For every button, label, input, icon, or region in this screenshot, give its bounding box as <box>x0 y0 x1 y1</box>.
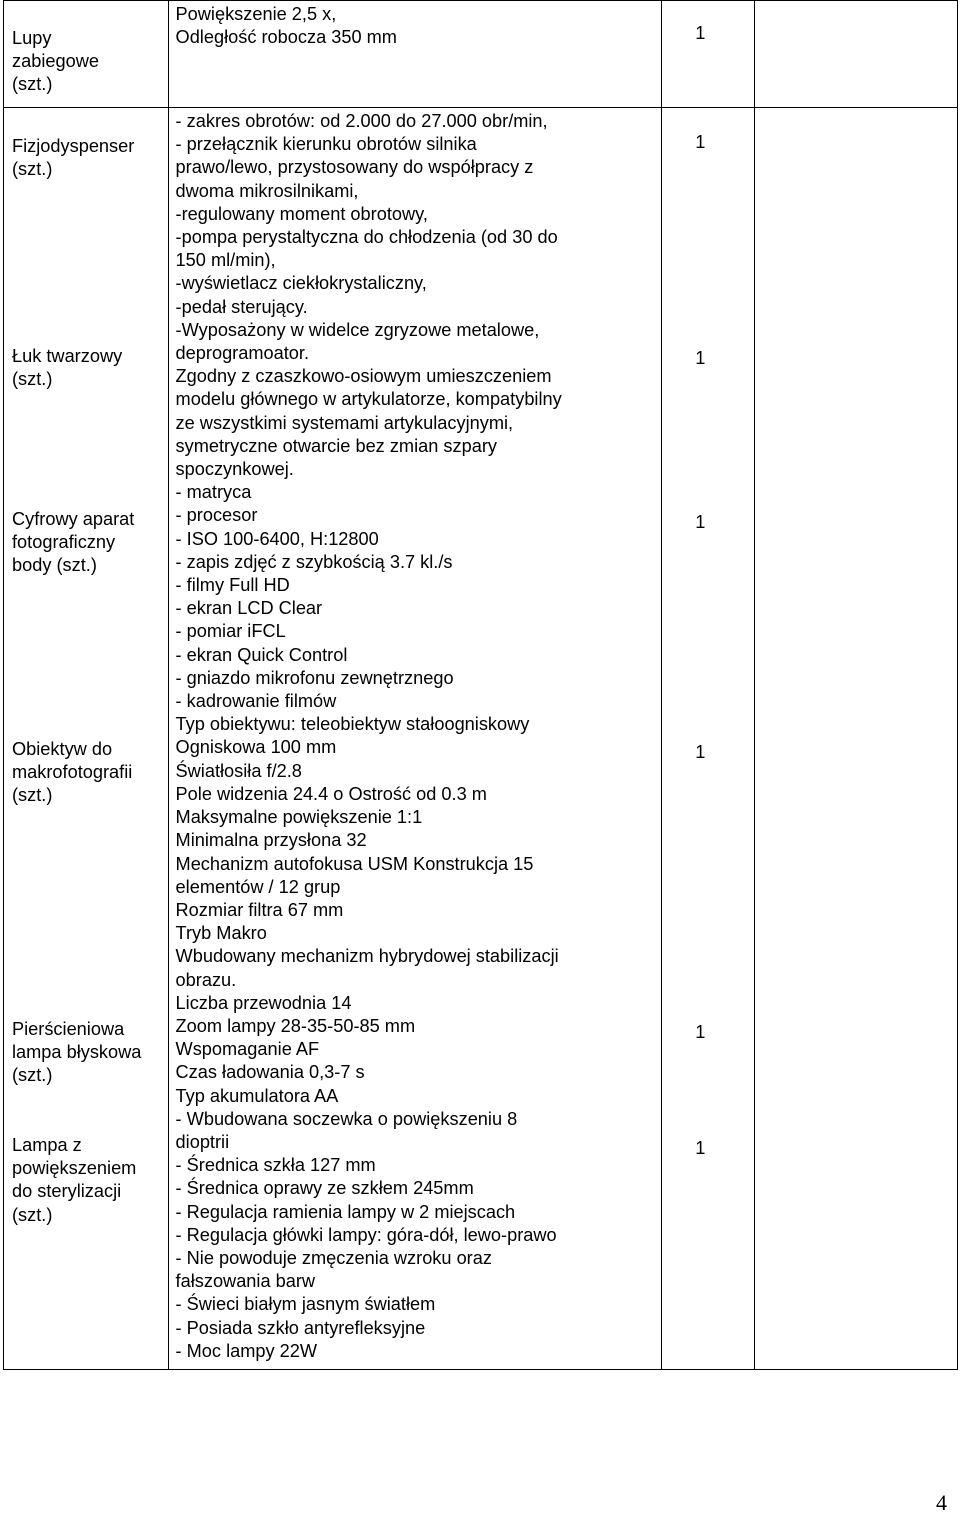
description-line: - Średnica szkła 127 mm <box>175 1155 376 1176</box>
description-line: - Nie powoduje zmęczenia wzroku oraz <box>175 1247 492 1268</box>
description-line: - zapis zdjęć z szybkością 3.7 kl./s <box>175 551 453 572</box>
description-line: - Świeci białym jasnym światłem <box>175 1294 436 1315</box>
description-line: prawo/lewo, przystosowany do współpracy z <box>175 157 534 178</box>
description-line: - przełącznik kierunku obrotów silnika <box>175 134 477 155</box>
description-line: - kadrowanie filmów <box>175 691 337 712</box>
item-name-line: (szt.) <box>12 1065 53 1086</box>
description-line: - filmy Full HD <box>175 575 290 596</box>
item-name-line: Fizjodyspenser <box>12 136 135 156</box>
description-line: Wbudowany mechanizm hybrydowej stabilizacji <box>175 946 559 967</box>
description-line: - Posiada szkło antyrefleksyjne <box>175 1317 426 1338</box>
description-line: dwoma mikrosilnikami, <box>175 180 359 201</box>
item-quantity-cell <box>662 1 755 108</box>
item-description-cell <box>168 1 662 108</box>
description-line: -pedał sterujący. <box>175 296 308 317</box>
description-line: - matryca <box>175 482 252 503</box>
table-row <box>4 1 958 108</box>
item-name-line: (szt.) <box>12 369 53 390</box>
item-name-line: fotograficzny <box>12 532 116 553</box>
description-line: ze wszystkimi systemami artykulacyjnymi, <box>175 412 514 433</box>
description-line: - Regulacja ramienia lampy w 2 miejscach <box>175 1201 516 1222</box>
description-line: dioptrii <box>175 1131 230 1152</box>
description-line: - gniazdo mikrofonu zewnętrznego <box>175 667 454 688</box>
item-name-line: (szt.) <box>12 785 53 806</box>
description-line: - ISO 100-6400, H:12800 <box>175 528 379 549</box>
table-row <box>4 108 958 1370</box>
description-line: Zoom lampy 28-35-50-85 mm <box>175 1015 416 1036</box>
description-line: - pomiar iFCL <box>175 621 286 642</box>
description-line: - ekran Quick Control <box>175 644 348 665</box>
description-line: Wspomaganie AF <box>175 1039 320 1060</box>
description-line: Pole widzenia 24.4 o Ostrość od 0.3 m <box>175 783 487 804</box>
item-quantity: 1 <box>695 23 706 43</box>
empty-cell <box>755 1 958 108</box>
description-line: Światłosiła f/2.8 <box>175 760 302 781</box>
item-name-line: Łuk twarzowy <box>12 346 123 366</box>
description-line: - zakres obrotów: od 2.000 do 27.000 obr/min, <box>175 111 548 131</box>
description-line: -regulowany moment obrotowy, <box>175 203 428 224</box>
item-name-line: powiększeniem <box>12 1158 137 1179</box>
item-name-line: makrofotografii <box>12 762 133 783</box>
item-name-cell <box>4 1 169 108</box>
description-line: Czas ładowania 0,3-7 s <box>175 1062 365 1083</box>
item-name-line: (szt.) <box>12 74 53 95</box>
item-label-cyfrowy-aparat <box>12 508 134 578</box>
description-line: - Wbudowana soczewka o powiększeniu 8 <box>175 1108 518 1129</box>
item-name-line: Pierścieniowa <box>12 1019 125 1039</box>
description-line: - procesor <box>175 505 258 526</box>
item-quantity: 1 <box>695 742 706 762</box>
item-quantity: 1 <box>695 1022 706 1042</box>
description-line: obrazu. <box>175 969 237 990</box>
description-line: Maksymalne powiększenie 1:1 <box>175 807 423 828</box>
item-label-luk-twarzowy <box>12 345 122 391</box>
item-label-lampa-blyskowa <box>12 1018 141 1088</box>
description-line: Minimalna przysłona 32 <box>175 830 367 851</box>
description-line: 150 ml/min), <box>175 250 276 271</box>
empty-cell <box>755 108 958 1370</box>
description-line: Powiększenie 2,5 x, <box>175 4 337 24</box>
item-label-lampa-z-powiekszeniem <box>12 1134 136 1227</box>
item-quantity: 1 <box>695 348 706 368</box>
item-name-line: Lampa z <box>12 1135 82 1155</box>
description-line: Rozmiar filtra 67 mm <box>175 899 344 920</box>
description-line: - Regulacja główki lampy: góra-dół, lewo-prawo <box>175 1224 557 1245</box>
item-quantity: 1 <box>695 512 706 532</box>
item-name-line: Cyfrowy aparat <box>12 509 135 529</box>
item-name-line: zabiegowe <box>12 51 99 72</box>
item-name-line: (szt.) <box>12 159 53 180</box>
item-label-fizjodyspenser <box>12 135 134 181</box>
description-line: Typ akumulatora AA <box>175 1085 339 1106</box>
description-line: - Średnica oprawy ze szkłem 245mm <box>175 1178 474 1199</box>
description-line: symetryczne otwarcie bez zmian szpary <box>175 435 497 456</box>
description-line: Liczba przewodnia 14 <box>175 992 352 1013</box>
item-name-line: body (szt.) <box>12 555 97 576</box>
description-line: - ekran LCD Clear <box>175 598 323 619</box>
item-quantity: 1 <box>695 132 706 152</box>
item-name-line: Lupy <box>12 28 52 48</box>
description-line: fałszowania barw <box>175 1271 316 1292</box>
description-line: elementów / 12 grup <box>175 876 341 897</box>
item-name-line: Obiektyw do <box>12 739 113 759</box>
description-line: -wyświetlacz ciekłokrystaliczny, <box>175 273 427 294</box>
item-name-line: (szt.) <box>12 1204 53 1225</box>
description-line: spoczynkowej. <box>175 459 294 480</box>
item-description-cell <box>168 108 662 1370</box>
item-name-line: lampa błyskowa <box>12 1042 142 1063</box>
description-line: Mechanizm autofokusa USM Konstrukcja 15 <box>175 853 534 874</box>
item-name-line: do sterylizacji <box>12 1181 122 1202</box>
description-line: Tryb Makro <box>175 923 267 944</box>
description-line: Odległość robocza 350 mm <box>175 27 397 48</box>
item-label-obiektyw <box>12 738 132 808</box>
description-line: - Moc lampy 22W <box>175 1340 318 1361</box>
item-quantity: 1 <box>695 1138 706 1158</box>
description-line: modelu głównego w artykulatorze, kompatybilny <box>175 389 562 410</box>
description-line: -Wyposażony w widelce zgryzowe metalowe, <box>175 319 540 340</box>
description-line: deprogramoator. <box>175 343 310 364</box>
description-line: Typ obiektywu: teleobiektyw stałoogniskowy <box>175 714 530 735</box>
description-line: Ogniskowa 100 mm <box>175 737 337 758</box>
description-line: -pompa perystaltyczna do chłodzenia (od 30 do <box>175 227 558 248</box>
description-line: Zgodny z czaszkowo-osiowym umieszczeniem <box>175 366 552 387</box>
item-name-cell <box>4 108 169 1370</box>
item-quantity-cell <box>662 108 755 1370</box>
equipment-spec-table <box>3 0 958 1370</box>
page-number: 4 <box>936 1490 947 1515</box>
